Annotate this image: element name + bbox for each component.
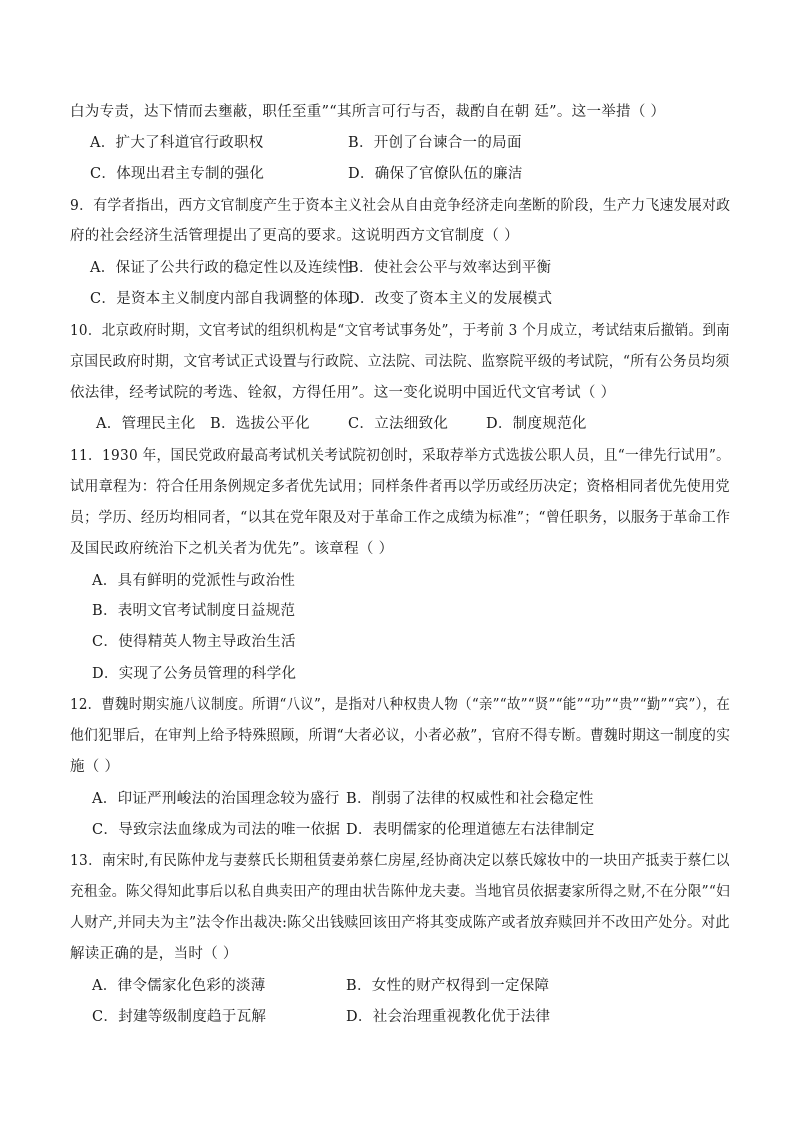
q8-option-c: C．体现出君主专制的强化 <box>90 166 265 182</box>
q8-option-b: B．开创了台谏合一的局面 <box>348 135 522 151</box>
q12-stem-line-1: 12．曹魏时期实施八议制度。所谓“八议”，是指对八种权贵人物（“亲”“故”“贤”“能”“功”“贵”“勤”“宾”），在 <box>70 697 731 713</box>
q13-stem-line-4: 解读正确的是，当时（ ） <box>70 946 238 962</box>
q9-stem-line-2: 府的社会经济生活管理提出了更高的要求。这说明西方文官制度（ ） <box>70 228 519 244</box>
q10-option-d: D．制度规范化 <box>486 416 587 432</box>
q9-option-c: C．是资本主义制度内部自我调整的体现 <box>90 291 353 307</box>
q12-option-a: A．印证严刑峻法的治国理念较为盛行 <box>92 791 340 807</box>
q12-stem-line-2: 他们犯罪后，在审判上给予特殊照顾，所谓“大者必议，小者必赦”，官府不得专断。曹魏时期这一制度的实 <box>70 728 731 744</box>
q10-stem-line-1: 10．北京政府时期，文官考试的组织机构是“文官考试事务处”，于考前 3 个月成立，考试结束后撤销。到南 <box>70 323 731 339</box>
q13-stem-line-3: 人财产,并同夫为主”法令作出裁决:陈父出钱赎回该田产将其变成陈产或者放弃赎回并不改田产处分。对此 <box>70 915 730 931</box>
q11-stem-line-4: 及国民政府统治下之机关者为优先”。该章程（ ） <box>70 541 394 557</box>
q13-option-d: D．社会治理重视教化优于法律 <box>346 1009 551 1025</box>
q10-option-a: A．管理民主化 <box>96 416 196 432</box>
q9-option-d: D．改变了资本主义的发展模式 <box>348 291 553 307</box>
q12-option-d: D．表明儒家的伦理道德左右法律制定 <box>346 822 595 838</box>
q10-option-c: C．立法细致化 <box>348 416 449 432</box>
q9-stem-line-1: 9．有学者指出，西方文官制度产生于资本主义社会从自由竞争经济走向垄断的阶段，生产力飞速发展对政 <box>70 198 731 214</box>
q11-option-b: B．表明文官考试制度日益规范 <box>92 603 296 619</box>
q12-stem-line-3: 施（ ） <box>70 759 120 775</box>
q13-option-c: C．封建等级制度趋于瓦解 <box>92 1009 267 1025</box>
q11-stem-line-3: 员；学历、经历均相同者，“以其在党年限及对于革命工作之成绩为标准”；“曾任职务，以服务于革命工作 <box>70 510 731 526</box>
q13-option-b: B．女性的财产权得到一定保障 <box>346 978 550 994</box>
q12-option-b: B．削弱了法律的权威性和社会稳定性 <box>346 791 594 807</box>
q9-option-b: B．使社会公平与效率达到平衡 <box>348 260 552 276</box>
q11-option-a: A．具有鲜明的党派性与政治性 <box>92 573 296 589</box>
q10-stem-line-3: 依法律，经考试院的考选、铨叙，方得任用”。这一变化说明中国近代文官考试（ ） <box>70 385 616 401</box>
q11-stem-line-1: 11．1930 年，国民党政府最高考试机关考试院初创时，采取荐举方式选拔公职人员，且“一律先行试用”。 <box>70 448 731 464</box>
q12-option-c: C．导致宗法血缘成为司法的唯一依据 <box>92 822 341 838</box>
q11-stem-line-2: 试用章程为：符合任用条例规定多者优先试用；同样条件者再以学历或经历决定；资格相同者优先使用党 <box>70 479 730 495</box>
q8-stem-line: 白为专责，达下情而去壅蔽，职任至重”“其所言可行与否，裁酌自在朝 廷”。这一举措（ ） <box>70 104 666 120</box>
q10-stem-line-2: 京国民政府时期，文官考试正式设置与行政院、立法院、司法院、监察院平级的考试院，“所有公务员均须 <box>70 354 730 370</box>
q13-stem-line-1: 13．南宋时,有民陈仲龙与妻蔡氏长期租赁妻弟蔡仁房屋,经协商决定以蔡氏嫁妆中的一块田产抵卖于蔡仁以 <box>70 853 730 869</box>
q11-option-d: D．实现了公务员管理的科学化 <box>92 666 297 682</box>
q9-option-a: A．保证了公共行政的稳定性以及连续性 <box>90 260 353 276</box>
q8-option-a: A．扩大了科道官行政职权 <box>90 135 264 151</box>
q13-stem-line-2: 充租金。陈父得知此事后以私自典卖田产的理由状告陈仲龙夫妻。当地官员依据妻家所得之财,不在分限”“妇 <box>70 884 731 900</box>
q13-option-a: A．律令儒家化色彩的淡薄 <box>92 978 266 994</box>
q11-option-c: C．使得精英人物主导政治生活 <box>92 634 296 650</box>
q8-option-d: D．确保了官僚队伍的廉洁 <box>348 166 523 182</box>
q10-option-b: B．选拔公平化 <box>210 416 310 432</box>
